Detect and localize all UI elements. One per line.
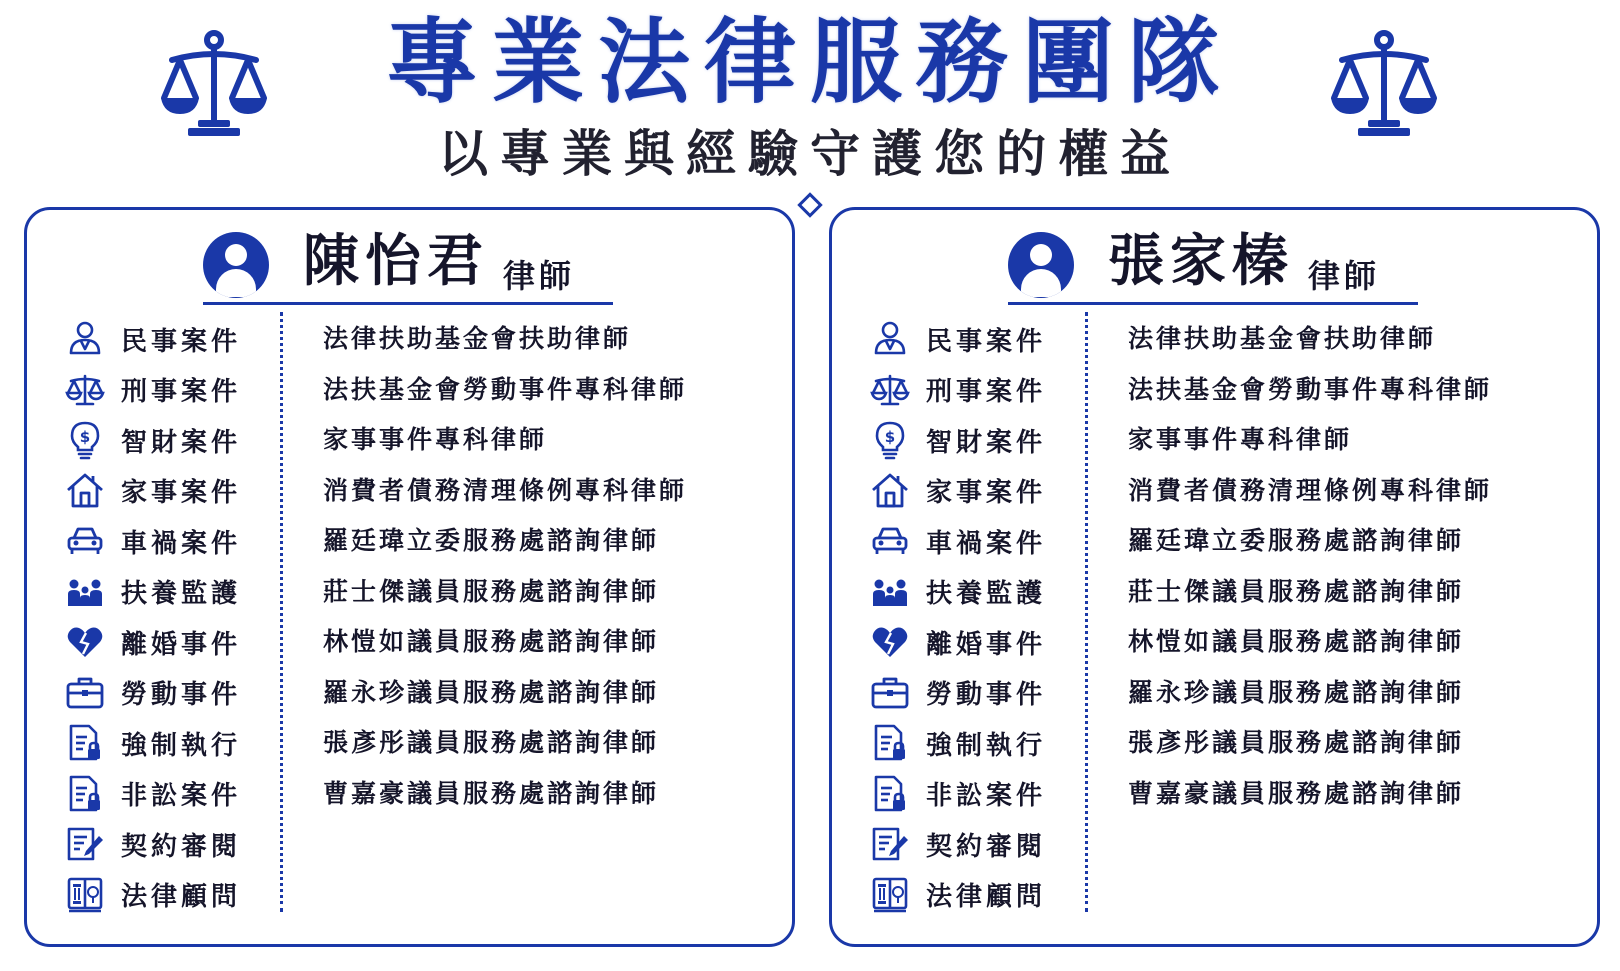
practice-area-label: 扶養監護 <box>121 579 242 610</box>
practice-area-item <box>65 870 265 921</box>
credential-item: 莊士傑議員服務處諮詢律師 <box>1128 576 1465 606</box>
practice-area-item <box>65 415 265 466</box>
practice-area-label: 刑事案件 <box>121 377 242 408</box>
credentials-list <box>323 314 783 819</box>
practice-area-item <box>870 365 1070 416</box>
broken-heart-icon <box>870 622 910 662</box>
house-icon <box>65 471 105 511</box>
lawyer-name: 陳怡君 <box>303 229 489 294</box>
column-divider <box>280 312 283 912</box>
practice-area-item <box>870 870 1070 921</box>
practice-area-item <box>870 718 1070 769</box>
family-icon <box>65 572 105 612</box>
practice-area-item <box>65 718 265 769</box>
practice-area-label: 民事案件 <box>121 326 242 357</box>
practice-area-label: 強制執行 <box>121 730 242 761</box>
lightbulb-dollar-icon <box>65 420 105 460</box>
credential-item: 羅永珍議員服務處諮詢律師 <box>323 677 660 707</box>
practice-area-item <box>65 769 265 820</box>
header <box>0 0 1620 200</box>
house-icon <box>870 471 910 511</box>
car-icon <box>65 521 105 561</box>
person-outline-icon <box>65 319 105 359</box>
lawyer-card <box>24 207 795 947</box>
credential-item: 張彥彤議員服務處諮詢律師 <box>323 728 660 757</box>
practice-area-item <box>65 516 265 567</box>
practice-areas-list <box>65 314 265 920</box>
lightbulb-dollar-icon <box>870 420 910 460</box>
credential-item: 消費者債務清理條例專科律師 <box>323 475 688 505</box>
practice-area-item <box>870 617 1070 668</box>
law-book-icon <box>870 875 910 915</box>
credential-item: 法律扶助基金會扶助律師 <box>1128 324 1437 353</box>
document-lock-icon <box>65 774 105 814</box>
practice-area-label: 民事案件 <box>926 326 1047 357</box>
credential-item: 曹嘉豪議員服務處諮詢律師 <box>323 778 660 808</box>
credential-item: 林愷如議員服務處諮詢律師 <box>323 627 660 656</box>
family-icon <box>870 572 910 612</box>
credential-item: 法律扶助基金會扶助律師 <box>323 324 632 353</box>
practice-area-item <box>65 668 265 719</box>
practice-area-label: 離婚事件 <box>926 629 1047 660</box>
lawyer-card <box>829 207 1600 947</box>
credentials-list <box>1128 314 1588 819</box>
credential-item: 張彥彤議員服務處諮詢律師 <box>1128 728 1465 757</box>
practice-area-label: 法律顧問 <box>926 882 1047 913</box>
practice-area-label: 離婚事件 <box>121 629 242 660</box>
scales-icon <box>870 370 910 410</box>
lawyer-role: 律師 <box>1308 257 1381 295</box>
practice-area-item <box>870 466 1070 517</box>
credential-item: 家事事件專科律師 <box>1128 425 1353 454</box>
practice-area-label: 刑事案件 <box>926 377 1047 408</box>
practice-area-item <box>65 617 265 668</box>
credential-item: 莊士傑議員服務處諮詢律師 <box>323 576 660 606</box>
svg-text:$: $ <box>79 428 91 447</box>
practice-area-item <box>870 567 1070 618</box>
scales-icon <box>65 370 105 410</box>
briefcase-icon <box>870 673 910 713</box>
car-icon <box>870 521 910 561</box>
practice-area-label: 智財案件 <box>121 427 242 458</box>
document-pen-icon <box>870 824 910 864</box>
practice-area-label: 勞動事件 <box>926 680 1047 711</box>
practice-area-item <box>870 415 1070 466</box>
practice-area-item <box>870 668 1070 719</box>
credential-item: 羅廷瑋立委服務處諮詢律師 <box>1128 526 1465 555</box>
credential-item: 曹嘉豪議員服務處諮詢律師 <box>1128 778 1465 808</box>
practice-area-label: 家事案件 <box>121 478 242 509</box>
credential-item: 羅廷瑋立委服務處諮詢律師 <box>323 526 660 555</box>
practice-area-item <box>870 314 1070 365</box>
page-subtitle: 以專業與經驗守護您的權益 <box>438 125 1182 183</box>
briefcase-icon <box>65 673 105 713</box>
practice-area-label: 法律顧問 <box>121 882 242 913</box>
practice-area-item <box>65 567 265 618</box>
svg-text:$: $ <box>884 428 896 447</box>
avatar-icon <box>1008 232 1074 298</box>
column-divider <box>1085 312 1088 912</box>
practice-area-item <box>65 314 265 365</box>
practice-area-item <box>870 769 1070 820</box>
credential-item: 法扶基金會勞動事件專科律師 <box>1128 374 1493 404</box>
lawyer-role: 律師 <box>503 257 576 295</box>
law-book-icon <box>65 875 105 915</box>
document-lock-icon <box>870 723 910 763</box>
practice-area-item <box>65 365 265 416</box>
credential-item: 家事事件專科律師 <box>323 425 548 454</box>
document-lock-icon <box>870 774 910 814</box>
practice-area-label: 車禍案件 <box>121 528 242 559</box>
practice-area-label: 智財案件 <box>926 427 1047 458</box>
practice-area-label: 勞動事件 <box>121 680 242 711</box>
practice-area-label: 非訟案件 <box>926 781 1047 812</box>
practice-area-label: 契約審閱 <box>926 831 1047 862</box>
practice-area-item <box>65 466 265 517</box>
practice-area-label: 強制執行 <box>926 730 1047 761</box>
avatar-icon <box>203 232 269 298</box>
lawyer-name: 張家榛 <box>1108 229 1294 294</box>
person-outline-icon <box>870 319 910 359</box>
lawyer-header <box>1008 222 1418 305</box>
document-lock-icon <box>65 723 105 763</box>
practice-area-item <box>870 819 1070 870</box>
credential-item: 法扶基金會勞動事件專科律師 <box>323 374 688 404</box>
practice-area-label: 契約審閱 <box>121 831 242 862</box>
practice-area-label: 車禍案件 <box>926 528 1047 559</box>
document-pen-icon <box>65 824 105 864</box>
practice-area-label: 非訟案件 <box>121 781 242 812</box>
practice-areas-list <box>870 314 1070 920</box>
credential-item: 林愷如議員服務處諮詢律師 <box>1128 627 1465 656</box>
page-title: 專業法律服務團隊 <box>385 9 1234 116</box>
broken-heart-icon <box>65 622 105 662</box>
credential-item: 羅永珍議員服務處諮詢律師 <box>1128 677 1465 707</box>
practice-area-item <box>870 516 1070 567</box>
credential-item: 消費者債務清理條例專科律師 <box>1128 475 1493 505</box>
practice-area-label: 扶養監護 <box>926 579 1047 610</box>
practice-area-item <box>65 819 265 870</box>
lawyer-header <box>203 222 613 305</box>
practice-area-label: 家事案件 <box>926 478 1047 509</box>
